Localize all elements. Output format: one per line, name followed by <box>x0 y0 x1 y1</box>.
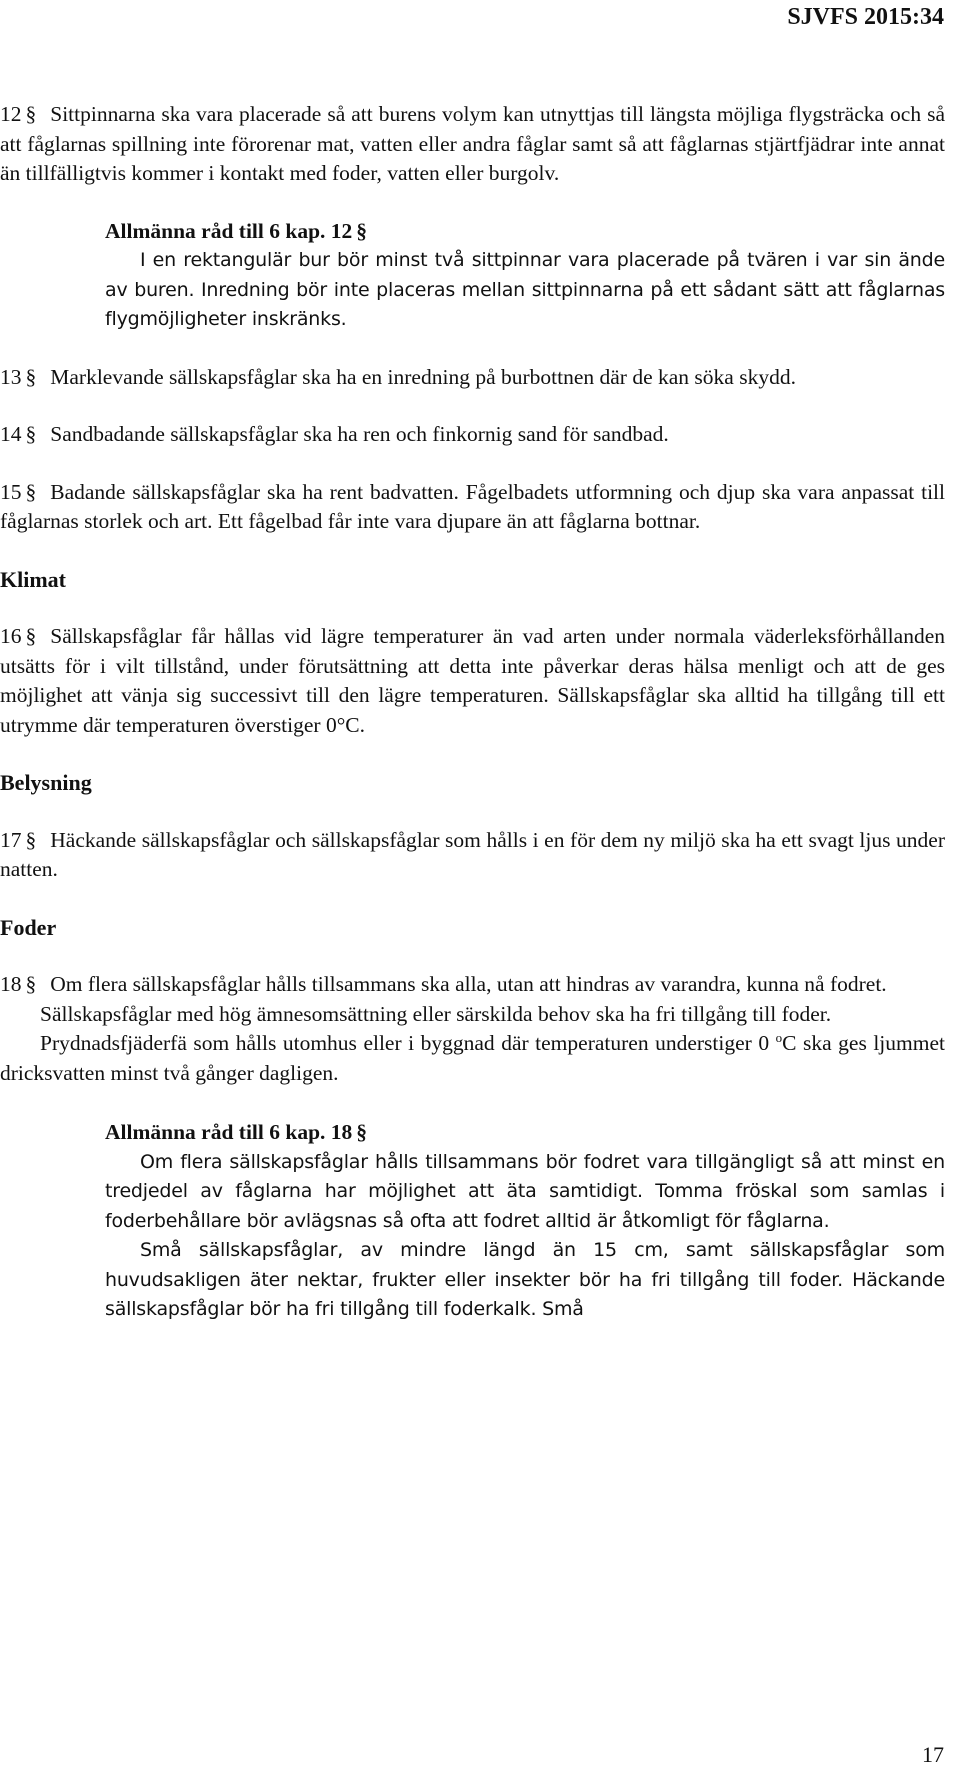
document-code-header: SJVFS 2015:34 <box>787 4 944 30</box>
section-number: 12 <box>0 102 22 126</box>
section-text: Sällskapsfåglar får hållas vid lägre temperaturer än vad arten under normala väderleksförhållanden utsätts för i vilt tillstånd, under förutsättning att detta inte påverkar deras hälsa menligt och att de ges möjlighet att vänja sig successivt till den lägre temperaturen. Sällskapsfåglar ska alltid ha tillgång till ett utrymme där temperaturen överstiger 0°C. <box>0 624 945 737</box>
section-16 <box>0 622 945 740</box>
section-number: 14 <box>0 422 22 446</box>
general-advice-title: Allmänna råd till 6 kap. 18 § <box>105 1120 368 1144</box>
section-number: 15 <box>0 479 22 504</box>
section-18 <box>0 970 945 1000</box>
paragraph-sign: § <box>25 827 37 852</box>
general-advice-18 <box>105 1118 945 1325</box>
general-advice-text: I en rektangulär bur bör minst två sittpinnar vara placerade på tvären i var sin ände av buren. Inredning bör inte placeras mellan sittpinnarna på ett sådant sätt att fåglarnas flygmöjligheter inskränks. <box>105 249 945 330</box>
paragraph-sign: § <box>25 972 37 996</box>
general-advice-text-1: Om flera sällskapsfåglar hålls tillsammans bör fodret vara tillgängligt så att minst en tredjedel av fåglarna har möjlighet att äta samtidigt. Tomma fröskal som samlas i foderbehållare bör avlägsnas så ofta att fodret alltid är åtkomligt för fåglarna. <box>105 1150 945 1232</box>
section-text: Sittpinnarna ska vara placerade så att burens volym kan utnyttjas till längsta möjliga flygsträcka och så att fåglarnas spillning inte förorenar mat, vatten eller andra fåglar samt så att fåglarnas stjärtfjädrar inte annat än tillfälligtvis kommer i kontakt med foder, vatten eller burgolv. <box>0 102 945 185</box>
paragraph-sign: § <box>25 364 37 389</box>
heading-klimat: Klimat <box>0 566 66 592</box>
degree-superscript: o <box>775 1029 783 1045</box>
section-number: 18 <box>0 972 22 996</box>
paragraph-sign: § <box>356 1120 368 1144</box>
page-number: 17 <box>922 1742 944 1767</box>
section-text: Sandbadande sällskapsfåglar ska ha ren och finkornig sand för sandbad. <box>50 422 669 446</box>
section-number: 16 <box>0 624 22 648</box>
section-number: 17 <box>0 827 22 852</box>
section-text: Marklevande sällskapsfåglar ska ha en inredning på burbottnen där de kan söka skydd. <box>50 364 796 389</box>
section-12 <box>0 100 945 189</box>
section-text: Om flera sällskapsfåglar hålls tillsammans ska alla, utan att hindras av varandra, kunna nå fodret. <box>50 972 887 996</box>
section-number: 13 <box>0 364 22 389</box>
section-text: Badande sällskapsfåglar ska ha rent badvatten. Fågelbadets utformning och djup ska vara anpassat till fåglarnas storlek och art. Ett fågelbad får inte vara djupare än att fåglarna bottnar. <box>0 479 945 533</box>
paragraph-sign: § <box>25 422 37 446</box>
general-advice-title: Allmänna råd till 6 kap. 12 § <box>105 218 368 243</box>
paragraph-sign: § <box>25 479 37 504</box>
general-advice-12 <box>105 217 945 335</box>
paragraph-sign: § <box>356 218 368 243</box>
paragraph-sign: § <box>25 624 37 648</box>
document-body <box>0 100 945 1353</box>
section-15 <box>0 478 945 537</box>
section-13 <box>0 363 945 393</box>
general-advice-text-2: Små sällskapsfåglar, av mindre längd än 15 cm, samt sällskapsfåglar som huvudsakligen äter nektar, frukter eller insekter bör ha fri tillgång till foder. Häckande sällskapsfåglar bör ha fri tillgång till foderkalk. Små <box>105 1239 945 1320</box>
paragraph-sign: § <box>25 102 37 126</box>
heading-foder: Foder <box>0 914 57 940</box>
section-14 <box>0 420 945 450</box>
section-text: Häckande sällskapsfåglar och sällskapsfåglar som hålls i en för dem ny miljö ska ha ett svagt ljus under natten. <box>0 827 945 881</box>
heading-belysning: Belysning <box>0 770 92 795</box>
section-18-paragraph-2: Sällskapsfåglar med hög ämnesomsättning eller särskilda behov ska ha fri tillgång till foder. <box>40 1001 832 1026</box>
section-17 <box>0 826 945 885</box>
section-18-paragraph-3: Prydnadsfjäderfä som hålls utomhus eller i byggnad där temperaturen understiger 0 $^o$C ska ges ljummet dricksvatten minst två gånger dagligen. <box>0 1029 945 1085</box>
